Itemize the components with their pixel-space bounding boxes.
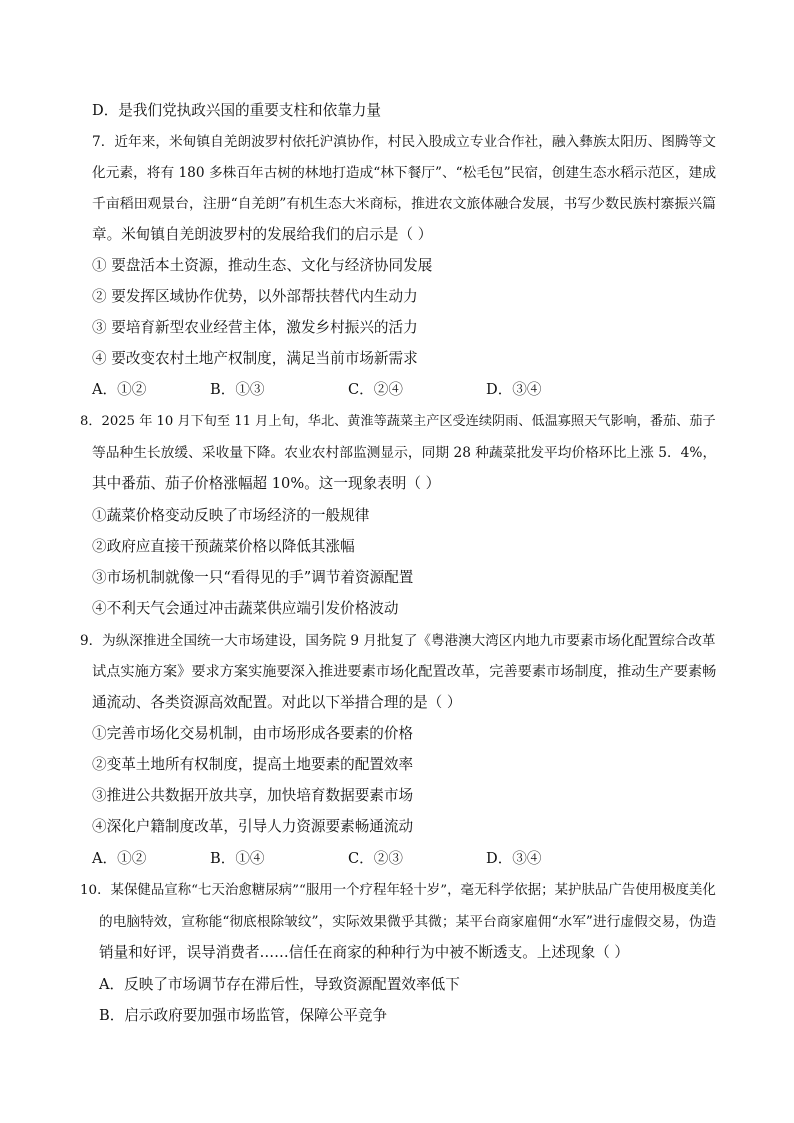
- q9-stem-line: 试点实施方案》要求方案实施要深入推进要素市场化配置改革，完善要素市场制度，推动生产要素畅: [92, 664, 717, 680]
- q10-option-b[interactable]: B．启示政府要加强市场监管，保障公平竞争: [99, 1007, 388, 1024]
- q9-statement: ①完善市场化交易机制，由市场形成各要素的价格: [92, 725, 414, 742]
- q7-choices: [92, 381, 712, 399]
- q6-option-d: D．是我们党执政兴国的重要支柱和依靠力量: [92, 102, 381, 119]
- q7-statement: ④ 要改变农村土地产权制度，满足当前市场新需求: [92, 350, 418, 367]
- q7-statement: ② 要发挥区域协作优势，以外部帮扶替代内生动力: [92, 288, 418, 305]
- q7-choice-d[interactable]: D．③④: [486, 381, 542, 398]
- q10-stem-line: 10．某保健品宣称“七天治愈糖尿病”“服用一个疗程年轻十岁”，毫无科学依据；某护肤品广告使用极度美化: [80, 883, 716, 898]
- q7-statement: ① 要盘活本土资源，推动生态、文化与经济协同发展: [92, 257, 433, 274]
- q9-stem-line: 9．为纵深推进全国统一大市场建设，国务院 9 月批复了《粤港澳大湾区内地九市要素市场化配置综合改革: [80, 633, 716, 649]
- q9-choice-c[interactable]: C．②③: [348, 850, 403, 867]
- q9-choice-a[interactable]: A．①②: [92, 850, 147, 867]
- q9-choice-d[interactable]: D．③④: [486, 850, 542, 867]
- q8-statement: ④不利天气会通过冲击蔬菜供应端引发价格波动: [92, 600, 399, 617]
- q10-stem-line: 销量和好评，误导消费者……信任在商家的种种行为中被不断透支。上述现象（ ）: [99, 944, 630, 961]
- q7-choice-b[interactable]: B．①③: [210, 381, 265, 398]
- q8-stem-line: 等品种生长放缓、采收量下降。农业农村部监测显示，同期 28 种蔬菜批发平均价格环比上涨 5．4%，: [92, 445, 717, 461]
- q10-option-a[interactable]: A．反映了市场调节存在滞后性，导致资源配置效率低下: [99, 976, 460, 993]
- q7-stem-line: 7．近年来，米甸镇自羌朗波罗村依托沪滇协作，村民入股成立专业合作社，融入彝族太阳历、图腾等文: [92, 134, 716, 150]
- q9-statement: ②变革土地所有权制度，提高土地要素的配置效率: [92, 756, 414, 773]
- q7-stem-line: 千亩稻田观景台，注册“自羌朗”有机生态大米商标，推进农文旅体融合发展，书写少数民族村寨振兴篇: [92, 196, 716, 212]
- q9-stem-line: 通流动、各类资源高效配置。对此以下举措合理的是（ ）: [92, 694, 462, 711]
- q7-choice-a[interactable]: A．①②: [92, 381, 147, 398]
- q9-choices: [92, 850, 712, 868]
- q8-statement: ②政府应直接干预蔬菜价格以降低其涨幅: [92, 538, 355, 555]
- q7-statement: ③ 要培育新型农业经营主体，激发乡村振兴的活力: [92, 319, 418, 336]
- q9-choice-b[interactable]: B．①④: [210, 850, 265, 867]
- q9-statement: ③推进公共数据开放共享，加快培育数据要素市场: [92, 787, 414, 804]
- q8-stem-line: 8．2025 年 10 月下旬至 11 月上旬，华北、黄淮等蔬菜主产区受连续阴雨、低温寡照天气影响，番茄、茄子: [80, 414, 716, 429]
- q8-statement: ①蔬菜价格变动反映了市场经济的一般规律: [92, 507, 370, 524]
- q10-stem-line: 的电脑特效，宣称能“彻底根除皱纹”，实际效果微乎其微；某平台商家雇佣“水军”进行虚假交易，伪造: [99, 914, 717, 930]
- q7-stem-line: 章。米甸镇自羌朗波罗村的发展给我们的启示是（ ）: [92, 226, 433, 243]
- q8-stem-line: 其中番茄、茄子价格涨幅超 10%。这一现象表明（ ）: [92, 475, 441, 492]
- q8-statement: ③市场机制就像一只“看得见的手”调节着资源配置: [92, 569, 414, 586]
- q7-choice-c[interactable]: C．②④: [348, 381, 403, 398]
- q9-statement: ④深化户籍制度改革，引导人力资源要素畅通流动: [92, 818, 414, 835]
- q7-stem-line: 化元素，将有 180 多株百年古树的林地打造成“林下餐厅”、“松毛包”民宿，创建生态水稻示范区，建成: [92, 165, 717, 181]
